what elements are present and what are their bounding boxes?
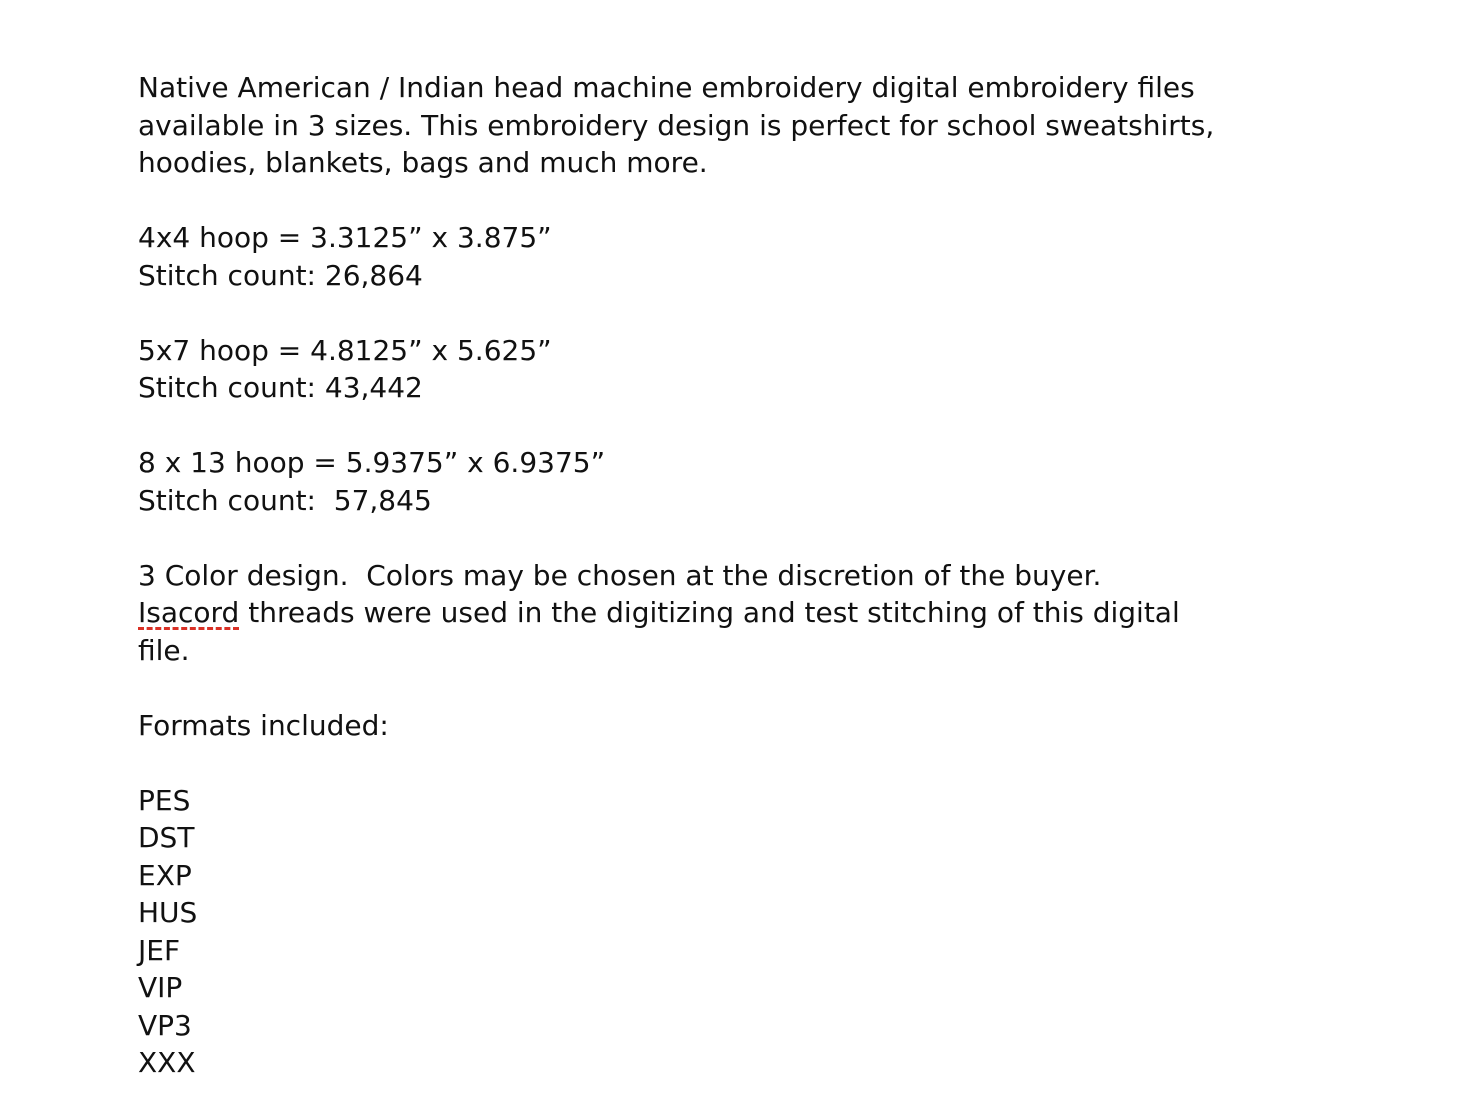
color-note-paragraph	[138, 557, 1338, 670]
format-item: DST	[138, 821, 195, 854]
paragraph-gap	[138, 519, 1338, 557]
hoop-dimensions: 8 x 13 hoop = 5.9375” x 6.9375”	[138, 446, 606, 479]
hoop-dimensions: 4x4 hoop = 3.3125” x 3.875”	[138, 221, 552, 254]
size-4x4	[138, 219, 1338, 294]
intro-line: Native American / Indian head machine embroidery digital embroidery files	[138, 71, 1195, 104]
color-note-text: threads were used in the digitizing and test stitching of this digital	[239, 596, 1180, 629]
misspelled-word[interactable]: Isacord	[138, 596, 240, 629]
stitch-count: Stitch count: 57,845	[138, 483, 432, 517]
stitch-count: Stitch count: 26,864	[138, 258, 423, 292]
format-item: EXP	[138, 858, 192, 892]
format-item: JEF	[138, 933, 181, 967]
hoop-dimensions: 5x7 hoop = 4.8125” x 5.625”	[138, 333, 552, 367]
paragraph-gap	[138, 407, 1338, 445]
paragraph-gap	[138, 669, 1338, 707]
paragraph-gap	[138, 294, 1338, 332]
document-body	[138, 69, 1338, 1082]
paragraph-gap	[138, 182, 1338, 220]
format-item: VIP	[138, 971, 183, 1004]
color-note-line: file.	[138, 633, 190, 667]
format-item: XXX	[138, 1046, 196, 1079]
size-8x13	[138, 444, 1338, 519]
paragraph-gap	[138, 744, 1338, 782]
intro-line: hoodies, blankets, bags and much more.	[138, 146, 708, 179]
intro-line: available in 3 sizes. This embroidery design is perfect for school sweatshirts,	[138, 108, 1215, 142]
stitch-count: Stitch count: 43,442	[138, 371, 423, 404]
format-item: VP3	[138, 1008, 192, 1042]
formats-heading: Formats included:	[138, 708, 389, 742]
color-note-line	[138, 594, 1338, 632]
format-item: PES	[138, 783, 191, 817]
formats-list	[138, 782, 1338, 1082]
intro-paragraph	[138, 69, 1338, 182]
size-5x7	[138, 332, 1338, 407]
format-item: HUS	[138, 896, 198, 929]
color-note-line: 3 Color design. Colors may be chosen at the discretion of the buyer.	[138, 558, 1102, 592]
